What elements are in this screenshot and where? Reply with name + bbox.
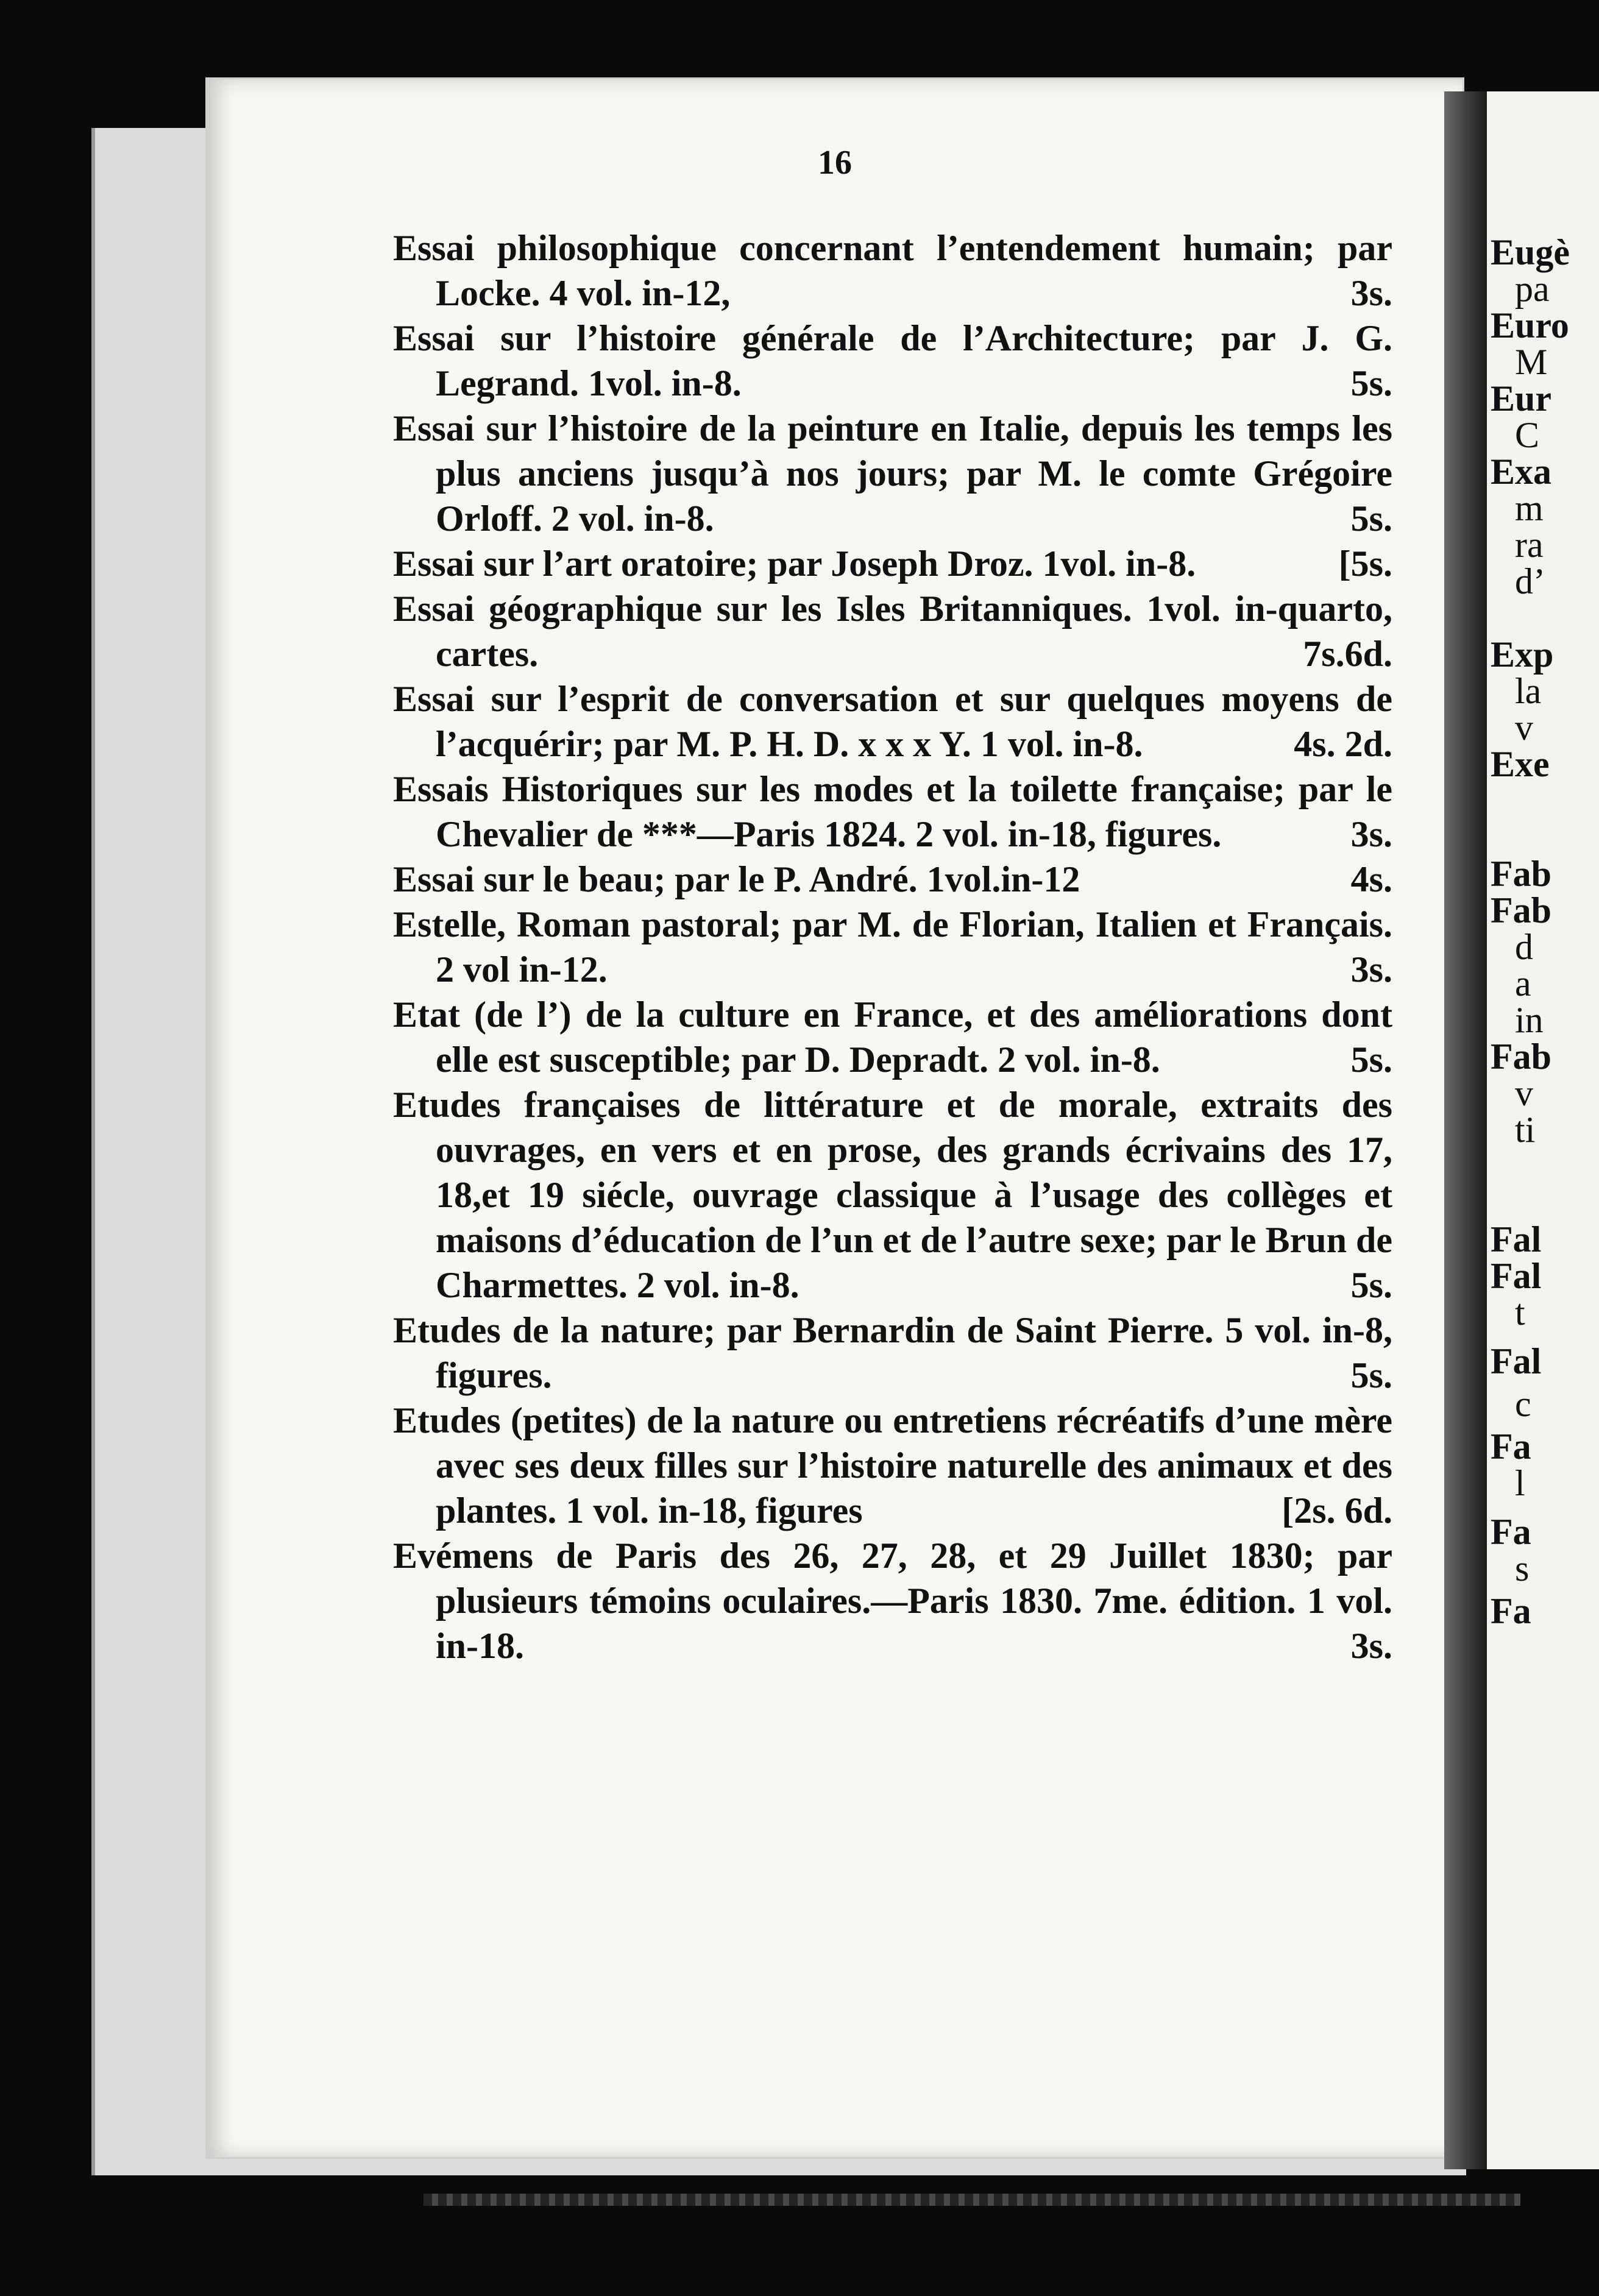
entry-text: Etudes (petites) de la nature ou entretiens récréatifs d’une mère avec ses deux filles sur l’histoire naturelle des animaux et des plantes. 1 vol. in-18, figures bbox=[393, 1400, 1392, 1531]
facing-page-fragment: v bbox=[1515, 707, 1533, 748]
catalogue-entry bbox=[393, 1082, 1392, 1308]
entry-price: 4s. 2d. bbox=[1294, 724, 1392, 764]
facing-page-fragment: la bbox=[1515, 671, 1542, 711]
facing-page-fragment: C bbox=[1515, 415, 1540, 455]
facing-page-fragment: Fa bbox=[1491, 1591, 1531, 1631]
facing-page-fragment: d bbox=[1515, 927, 1533, 967]
entry-text: Essai sur l’esprit de conversation et sur quelques moyens de l’acquérir; par M. P. H. D. x x x Y. 1 vol. in-8. bbox=[393, 679, 1392, 764]
facing-page-fragment: Fab bbox=[1491, 854, 1552, 894]
entry-price: 4s. bbox=[1350, 859, 1392, 899]
catalogue-entry bbox=[393, 992, 1392, 1082]
facing-page-fragment: v bbox=[1515, 1073, 1533, 1113]
facing-page-fragment: Fal bbox=[1491, 1256, 1542, 1296]
entry-text: Essai géographique sur les Isles Britanniques. 1vol. in-quarto, cartes. bbox=[393, 589, 1392, 674]
entry-text: Etudes de la nature; par Bernardin de Saint Pierre. 5 vol. in-8, figures. bbox=[393, 1310, 1392, 1395]
facing-page-fragment: c bbox=[1515, 1384, 1531, 1424]
catalogue-entry bbox=[393, 902, 1392, 992]
facing-page-fragment: Exe bbox=[1491, 744, 1550, 784]
entry-text: Essai sur l’histoire générale de l’Architecture; par J. G. Legrand. 1vol. in-8. bbox=[393, 318, 1392, 403]
catalogue-entry bbox=[393, 857, 1392, 902]
entry-price: 5s. bbox=[1350, 1265, 1392, 1305]
facing-page-fragment: ra bbox=[1515, 525, 1544, 565]
entry-price: 5s. bbox=[1350, 1040, 1392, 1080]
entry-price: 3s. bbox=[1350, 1626, 1392, 1666]
facing-page-fragment: Eur bbox=[1491, 378, 1552, 419]
entry-price: 3s. bbox=[1350, 814, 1392, 854]
facing-page-fragment: M bbox=[1515, 342, 1548, 382]
facing-page-fragment: m bbox=[1515, 488, 1544, 528]
facing-page-fragment: Euro bbox=[1491, 305, 1569, 345]
facing-page-fragment: in bbox=[1515, 1000, 1544, 1040]
facing-page-fragment: Fa bbox=[1491, 1426, 1531, 1467]
catalogue-entry bbox=[393, 1398, 1392, 1533]
facing-page-fragment: Exp bbox=[1491, 634, 1554, 675]
entry-price: [2s. 6d. bbox=[1282, 1490, 1392, 1531]
facing-page bbox=[1487, 91, 1599, 2169]
entry-text: Estelle, Roman pastoral; par M. de Florian, Italien et Français. 2 vol in-12. bbox=[393, 904, 1392, 990]
entry-price: 3s. bbox=[1350, 949, 1392, 990]
entry-text: Essai sur l’art oratoire; par Joseph Droz. 1vol. in-8. bbox=[393, 544, 1196, 584]
facing-page-fragment: ti bbox=[1515, 1110, 1536, 1150]
facing-page-fragment: d’ bbox=[1515, 561, 1545, 601]
catalogue-entry bbox=[393, 316, 1392, 406]
catalogue-entry bbox=[393, 225, 1392, 316]
entry-text: Etat (de l’) de la culture en France, et des améliorations dont elle est susceptible; par D. Depradt. 2 vol. in-8. bbox=[393, 994, 1392, 1080]
facing-page-fragment: Fab bbox=[1491, 890, 1552, 930]
facing-page-fragment: Fal bbox=[1491, 1219, 1542, 1260]
facing-page-fragment: t bbox=[1515, 1292, 1525, 1333]
catalogue-entry bbox=[393, 406, 1392, 541]
entry-price: 3s. bbox=[1350, 273, 1392, 313]
entry-price: 7s.6d. bbox=[1303, 634, 1392, 674]
catalogue-entry bbox=[393, 676, 1392, 767]
catalogue-entry bbox=[393, 586, 1392, 676]
facing-page-fragment: pa bbox=[1515, 269, 1550, 309]
entry-text: Essai philosophique concernant l’entendement humain; par Locke. 4 vol. in-12, bbox=[393, 228, 1392, 313]
entry-price: [5s. bbox=[1338, 544, 1392, 584]
catalogue-entry bbox=[393, 1308, 1392, 1398]
catalogue-entry bbox=[393, 767, 1392, 857]
catalogue-entries bbox=[393, 225, 1392, 1668]
entry-text: Evémens de Paris des 26, 27, 28, et 29 Juillet 1830; par plusieurs témoins oculaires.—Paris 1830. 7me. édition. 1 vol. in-18. bbox=[393, 1536, 1392, 1666]
entry-text: Essai sur l’histoire de la peinture en Italie, depuis les temps les plus anciens jusqu’à nos jours; par M. le comte Grégoire Orloff. 2 vol. in-8. bbox=[393, 408, 1392, 539]
facing-page-fragment: Exa bbox=[1491, 452, 1552, 492]
facing-page-fragment: Fal bbox=[1491, 1341, 1542, 1381]
facing-page-fragment: Fab bbox=[1491, 1036, 1552, 1077]
facing-page-fragment: s bbox=[1515, 1548, 1530, 1589]
catalogue-entry bbox=[393, 541, 1392, 586]
entry-price: 5s. bbox=[1350, 498, 1392, 539]
facing-page-fragment: Eugè bbox=[1491, 232, 1570, 272]
catalogue-entry bbox=[393, 1533, 1392, 1668]
entry-text: Etudes françaises de littérature et de morale, extraits des ouvrages, en vers et en prose, des grands écrivains des 17, 18,et 19 siécle, ouvrage classique à l’usage des collèges et maisons d’éducation de l’un et de l’autre sexe; par le Brun de Charmettes. 2 vol. in-8. bbox=[393, 1085, 1392, 1305]
facing-page-fragment: a bbox=[1515, 963, 1531, 1004]
facing-page-fragment: l bbox=[1515, 1463, 1525, 1503]
book-gutter bbox=[1444, 91, 1487, 2169]
entry-price: 5s. bbox=[1350, 1355, 1392, 1395]
facing-page-fragment: Fa bbox=[1491, 1512, 1531, 1552]
entry-text: Essai sur le beau; par le P. André. 1vol.in-12 bbox=[393, 859, 1080, 899]
page-number: 16 bbox=[818, 144, 852, 182]
page-edge-shadow bbox=[424, 2194, 1520, 2206]
entry-price: 5s. bbox=[1350, 363, 1392, 403]
book-page bbox=[207, 79, 1462, 2157]
entry-text: Essais Historiques sur les modes et la toilette française; par le Chevalier de ***—Paris 1824. 2 vol. in-18, figures. bbox=[393, 769, 1392, 854]
